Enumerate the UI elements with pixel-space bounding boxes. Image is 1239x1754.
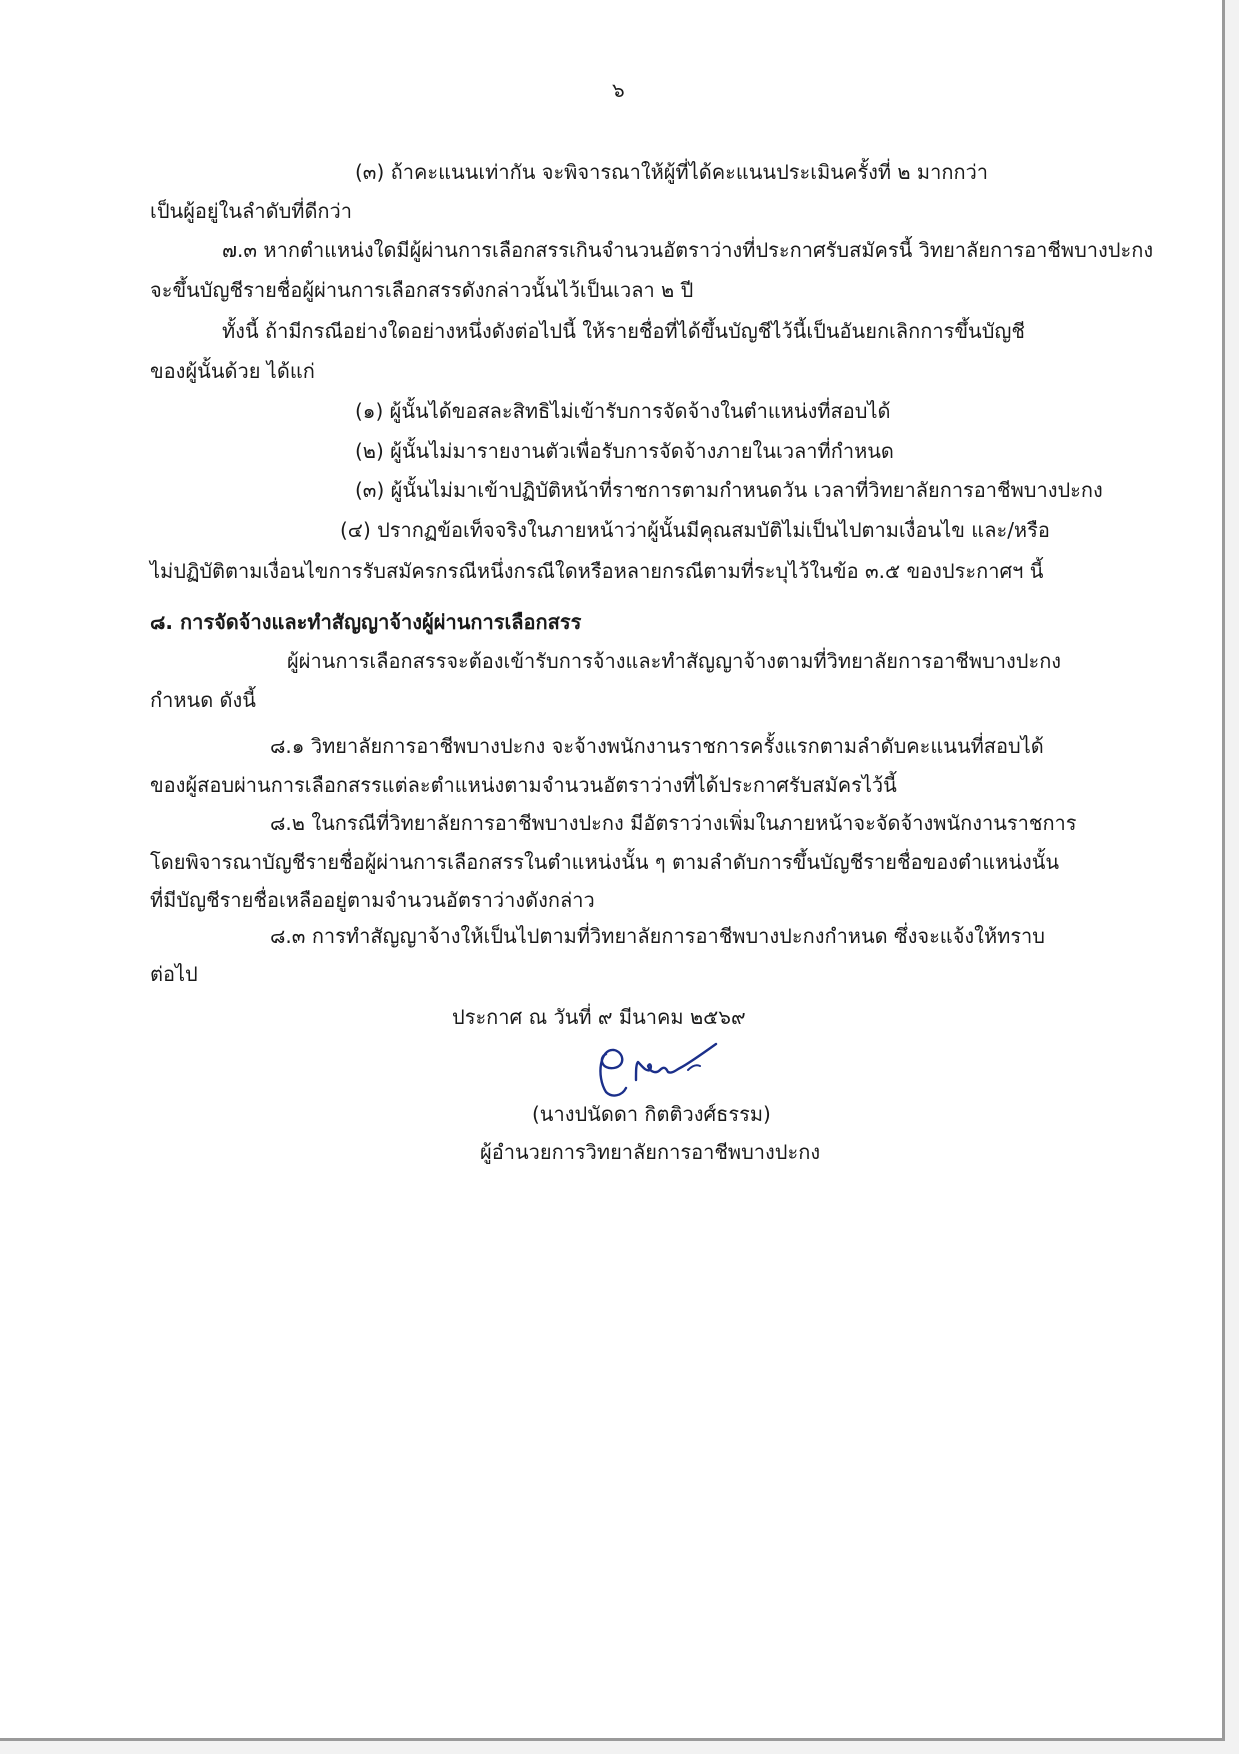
announcement-date: ประกาศ ณ วันที่ ๙ มีนาคม ๒๕๖๙ (452, 1005, 746, 1029)
item3-line2: เป็นผู้อยู่ในลำดับที่ดีกว่า (150, 199, 353, 223)
signer-name: (นางปนัดดา กิตติวงศ์ธรรม) (532, 1102, 771, 1126)
signature-image (592, 1036, 722, 1102)
para-8-1-line1: ๘.๑ วิทยาลัยการอาชีพบางปะกง จะจ้างพนักงานราชการครั้งแรกตามลำดับคะแนนที่สอบได้ (270, 734, 1044, 758)
cancel-item-4-line2: ไม่ปฏิบัติตามเงื่อนไขการรับสมัครกรณีหนึ่งกรณีใดหรือหลายกรณีตามที่ระบุไว้ในข้อ ๓.๕ ของประกาศฯ นี้ (150, 559, 1044, 583)
para-8-2-line3: ที่มีบัญชีรายชื่อเหลืออยู่ตามจำนวนอัตราว่างดังกล่าว (150, 888, 595, 912)
cancel-item-3: (๓) ผู้นั้นไม่มาเข้าปฏิบัติหน้าที่ราชการตามกำหนดวัน เวลาที่วิทยาลัยการอาชีพบางปะกง (355, 478, 1103, 502)
para-8-3-line1: ๘.๓ การทำสัญญาจ้างให้เป็นไปตามที่วิทยาลัยการอาชีพบางปะกงกำหนด ซึ่งจะแจ้งให้ทราบ (270, 924, 1045, 948)
cancel-intro-line2: ของผู้นั้นด้วย ได้แก่ (150, 359, 315, 383)
page-number: ๖ (612, 78, 625, 102)
para-8-2-line2: โดยพิจารณาบัญชีรายชื่อผู้ผ่านการเลือกสรรในตำแหน่งนั้น ๆ ตามลำดับการขึ้นบัญชีรายชื่อของตำแหน่งนั้น (150, 850, 1060, 874)
para-7-3-line1: ๗.๓ หากตำแหน่งใดมีผู้ผ่านการเลือกสรรเกินจำนวนอัตราว่างที่ประกาศรับสมัครนี้ วิทยาลัยการอาชีพบางปะกง (222, 238, 1154, 262)
section-8-intro-line1: ผู้ผ่านการเลือกสรรจะต้องเข้ารับการจ้างและทำสัญญาจ้างตามที่วิทยาลัยการอาชีพบางปะกง (287, 649, 1062, 673)
cancel-item-4: (๔) ปรากฏข้อเท็จจริงในภายหน้าว่าผู้นั้นมีคุณสมบัติไม่เป็นไปตามเงื่อนไข และ/หรือ (340, 518, 1050, 542)
cancel-intro-line1: ทั้งนี้ ถ้ามีกรณีอย่างใดอย่างหนึ่งดังต่อไปนี้ ให้รายชื่อที่ได้ขึ้นบัญชีไว้นี้เป็นอันยกเลิกการขึ้นบัญชี (222, 319, 1025, 343)
para-8-3-line2: ต่อไป (150, 962, 198, 986)
para-8-2-line1: ๘.๒ ในกรณีที่วิทยาลัยการอาชีพบางปะกง มีอัตราว่างเพิ่มในภายหน้าจะจัดจ้างพนักงานราชการ (270, 811, 1077, 835)
cancel-item-2: (๒) ผู้นั้นไม่มารายงานตัวเพื่อรับการจัดจ้างภายในเวลาที่กำหนด (355, 439, 894, 463)
section-8-heading: ๘. การจัดจ้างและทำสัญญาจ้างผู้ผ่านการเลือกสรร (150, 610, 582, 634)
item3-line1: (๓) ถ้าคะแนนเท่ากัน จะพิจารณาให้ผู้ที่ได้คะแนนประเมินครั้งที่ ๒ มากกว่า (355, 160, 989, 184)
para-8-1-line2: ของผู้สอบผ่านการเลือกสรรแต่ละตำแหน่งตามจำนวนอัตราว่างที่ได้ประกาศรับสมัครไว้นี้ (150, 773, 897, 797)
cancel-item-1: (๑) ผู้นั้นได้ขอสละสิทธิไม่เข้ารับการจัดจ้างในตำแหน่งที่สอบได้ (355, 399, 891, 423)
signer-title: ผู้อำนวยการวิทยาลัยการอาชีพบางปะกง (480, 1140, 821, 1164)
para-7-3-line2: จะขึ้นบัญชีรายชื่อผู้ผ่านการเลือกสรรดังกล่าวนั้นไว้เป็นเวลา ๒ ปี (150, 278, 694, 302)
section-8-intro-line2: กำหนด ดังนี้ (150, 688, 256, 712)
